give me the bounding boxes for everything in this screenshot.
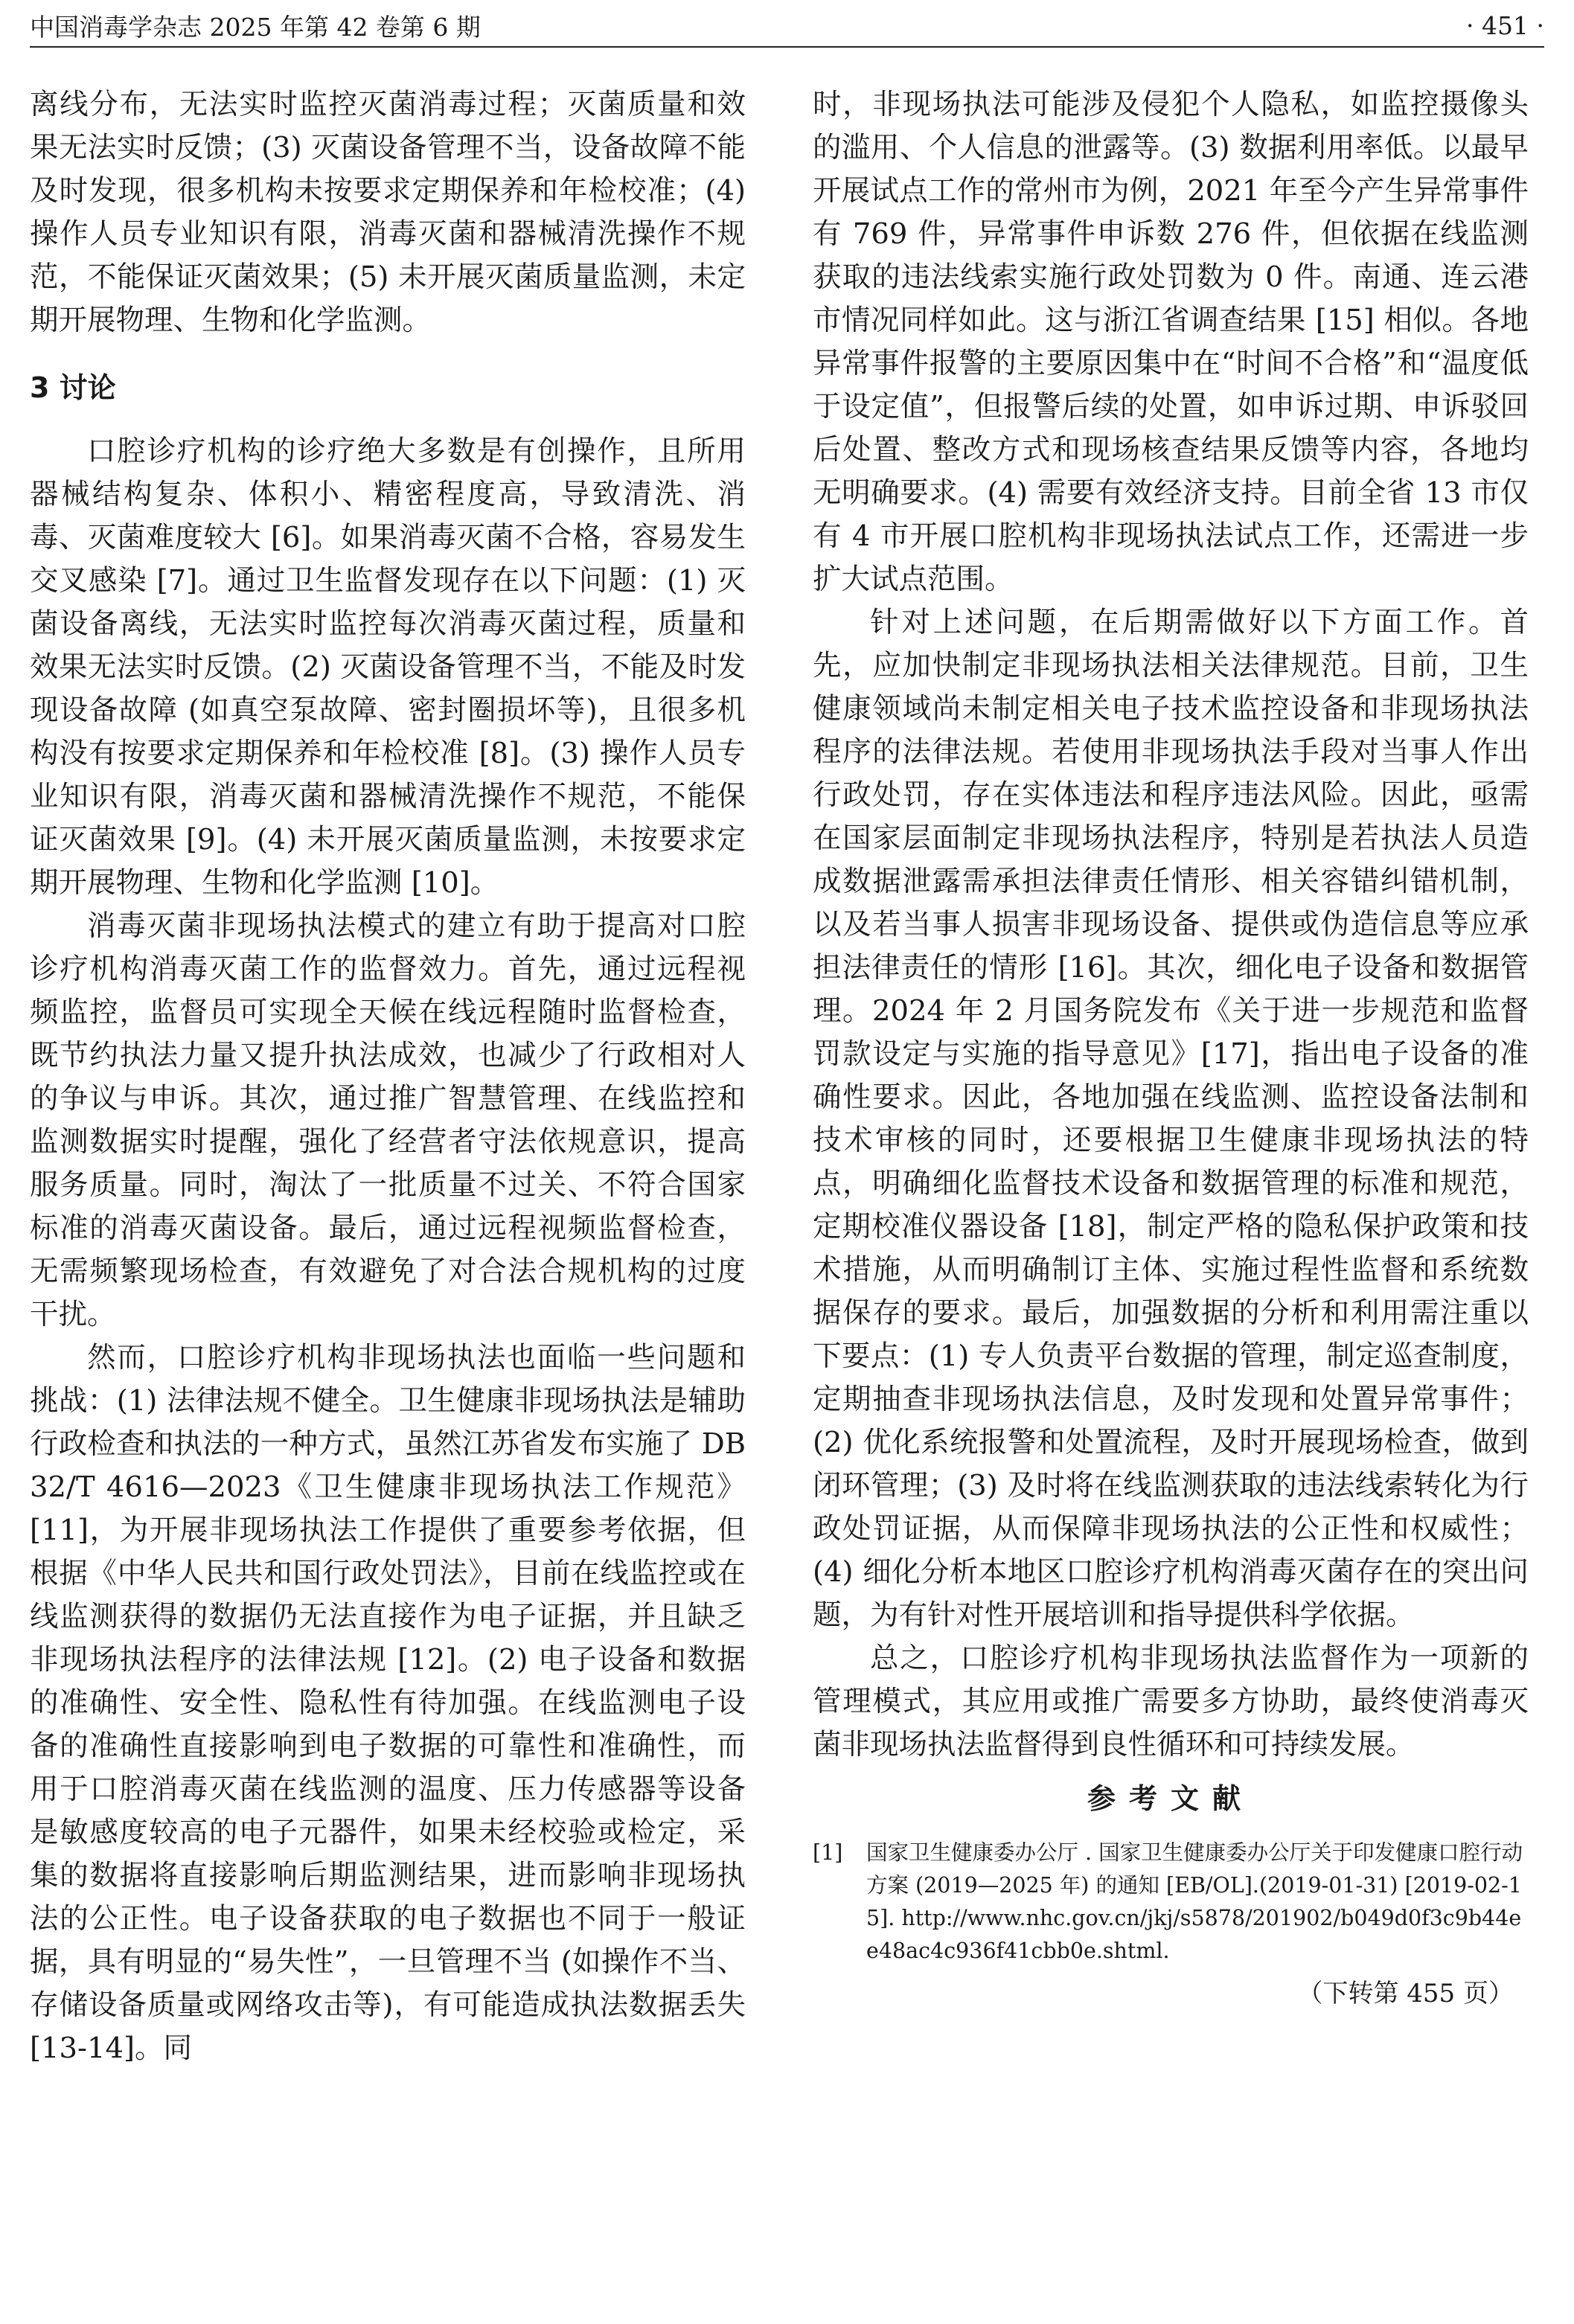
- section-heading-discussion: 3 讨论: [30, 371, 116, 404]
- references-heading: 参考文献: [1087, 1782, 1254, 1815]
- paragraph: 消毒灭菌非现场执法模式的建立有助于提高对口腔诊疗机构消毒灭菌工作的监督效力。首先，通过远程视频监控，监督员可实现全天候在线远程随时监督检查，既节约执法力量又提升执法成效，也减少了行政相对人的争议与申诉。其次，通过推广智慧管理、在线监控和监测数据实时提醒，强化了经营者守法依规意识，提高服务质量。同时，淘汰了一批质量不过关、不符合国家标准的消毒灭菌设备。最后，通过远程视频监督检查，无需频繁现场检查，有效避免了对合法合规机构的过度干扰。: [30, 909, 746, 1331]
- page-header: [30, 4, 1544, 48]
- paragraph-continued: 时，非现场执法可能涉及侵犯个人隐私，如监控摄像头的滥用、个人信息的泄露等。(3) 数据利用率低。以最早开展试点工作的常州市为例，2021 年至今产生异常事件有 769 件，异常事件申诉数 276 件，但依据在线监测获取的违法线索实施行政处罚数为 0 件。南通、连云港市情况同样如此。这与浙江省调查结果 [15] 相似。各地异常事件报警的主要原因集中在“时间不合格”和“温度低于设定值”，但报警后续的处置，如申诉过期、申诉驳回后处置、整改方式和现场核查结果反馈等内容，各地均无明确要求。(4) 需要有效经济支持。目前全省 13 市仅有 4 市开展口腔机构非现场执法试点工作，还需进一步扩大试点范围。: [813, 88, 1529, 596]
- reference-item: [813, 1837, 1529, 1968]
- paragraph: 针对上述问题，在后期需做好以下方面工作。首先，应加快制定非现场执法相关法律规范。目前，卫生健康领域尚未制定相关电子技术监控设备和非现场执法程序的法律法规。若使用非现场执法手段对当事人作出行政处罚，存在实体违法和程序违法风险。因此，亟需在国家层面制定非现场执法程序，特别是若执法人员造成数据泄露需承担法律责任情形、相关容错纠错机制，以及若当事人损害非现场设备、提供或伪造信息等应承担法律责任的情形 [16]。其次，细化电子设备和数据管理。2024 年 2 月国务院发布《关于进一步规范和监督罚款设定与实施的指导意见》[17]，指出电子设备的准确性要求。因此，各地加强在线监测、监控设备法制和技术审核的同时，还要根据卫生健康非现场执法的特点，明确细化监督技术设备和数据管理的标准和规范，定期校准仪器设备 [18]，制定严格的隐私保护政策和技术措施，从而明确制订主体、实施过程性监督和系统数据保存的要求。最后，加强数据的分析和利用需注重以下要点：(1) 专人负责平台数据的管理，制定巡查制度，定期抽查非现场执法信息，及时发现和处置异常事件；(2) 优化系统报警和处置流程，及时开展现场检查，做到闭环管理；(3) 及时将在线监测获取的违法线索转化为行政处罚证据，从而保障非现场执法的公正性和权威性；(4) 细化分析本地区口腔诊疗机构消毒灭菌存在的突出问题，为有针对性开展培训和指导提供科学依据。: [813, 606, 1529, 1632]
- right-column: [813, 83, 1529, 2015]
- reference-number: [1]: [813, 1840, 843, 1865]
- paragraph: 总之，口腔诊疗机构非现场执法监督作为一项新的管理模式，其应用或推广需要多方协助，最终使消毒灭菌非现场执法监督得到良性循环和可持续发展。: [813, 1642, 1529, 1761]
- page-number: · 451 ·: [1466, 10, 1544, 40]
- paragraph: 然而，口腔诊疗机构非现场执法也面临一些问题和挑战：(1) 法律法规不健全。卫生健康非现场执法是辅助行政检查和执法的一种方式，虽然江苏省发布实施了 DB 32/T 4616—2023《卫生健康非现场执法工作规范》[11]，为开展非现场执法工作提供了重要参考依据，但根据《中华人民共和国行政处罚法》，目前在线监控或在线监测获得的数据仍无法直接作为电子证据，并且缺乏非现场执法程序的法律法规 [12]。(2) 电子设备和数据的准确性、安全性、隐私性有待加强。在线监测电子设备的准确性直接影响到电子数据的可靠性和准确性，而用于口腔消毒灭菌在线监测的温度、压力传感器等设备是敏感度较高的电子元器件，如果未经校验或检定，采集的数据将直接影响后期监测结果，进而影响非现场执法的公正性。电子设备获取的电子数据也不同于一般证据，具有明显的“易失性”，一旦管理不当 (如操作不当、存储设备质量或网络攻击等)，有可能造成执法数据丢失 [13-14]。同: [30, 1341, 746, 2065]
- left-column: [30, 83, 746, 2070]
- continued-note: （下转第 455 页）: [1297, 1979, 1514, 2008]
- paragraph-continued: 离线分布，无法实时监控灭菌消毒过程；灭菌质量和效果无法实时反馈；(3) 灭菌设备管理不当，设备故障不能及时发现，很多机构未按要求定期保养和年检校准；(4) 操作人员专业知识有限，消毒灭菌和器械清洗操作不规范，不能保证灭菌效果；(5) 未开展灭菌质量监测，未定期开展物理、生物和化学监测。: [30, 88, 746, 337]
- reference-text: 国家卫生健康委办公厅 . 国家卫生健康委办公厅关于印发健康口腔行动方案 (2019—2025 年) 的通知 [EB/OL].(2019-01-31) [2019-02-15]. http://www.nhc.gov.cn/jkj/s5878/201902/b049d0f3c9b44ee48ac4c936f41cbb0e.shtml.: [866, 1840, 1523, 1963]
- journal-title: 中国消毒学杂志 2025 年第 42 卷第 6 期: [30, 12, 481, 42]
- paragraph: 口腔诊疗机构的诊疗绝大多数是有创操作，且所用器械结构复杂、体积小、精密程度高，导致清洗、消毒、灭菌难度较大 [6]。如果消毒灭菌不合格，容易发生交叉感染 [7]。通过卫生监督发现存在以下问题：(1) 灭菌设备离线，无法实时监控每次消毒灭菌过程，质量和效果无法实时反馈。(2) 灭菌设备管理不当，不能及时发现设备故障 (如真空泵故障、密封圈损坏等)，且很多机构没有按要求定期保养和年检校准 [8]。(3) 操作人员专业知识有限，消毒灭菌和器械清洗操作不规范，不能保证灭菌效果 [9]。(4) 未开展灭菌质量监测，未按要求定期开展物理、生物和化学监测 [10]。: [30, 435, 746, 900]
